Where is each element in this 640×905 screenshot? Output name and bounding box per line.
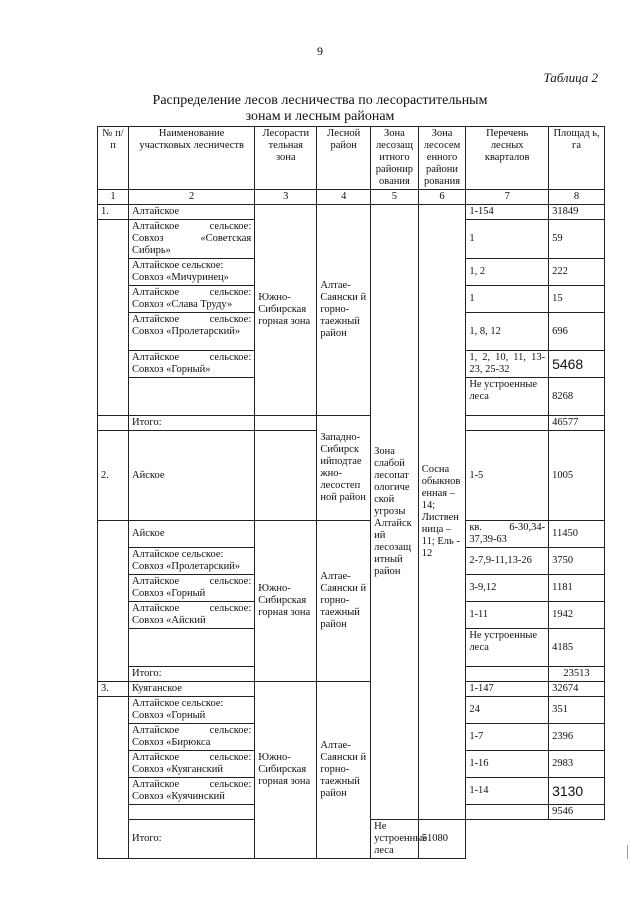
quarters: Не устроенные леса — [466, 378, 549, 416]
area: 9546 — [549, 805, 605, 820]
area: 3130 — [549, 778, 605, 805]
forest-zone: Южно-Сибирская горная зона — [255, 205, 317, 416]
forestry-name: Алтайское сельское: Совхоз «Советская Сибирь» — [129, 220, 255, 259]
table-row — [98, 521, 605, 548]
header-area: Площад ь, га — [549, 127, 605, 190]
quarters: 1-16 — [466, 751, 549, 778]
area: 222 — [549, 259, 605, 286]
page-number: 9 — [317, 44, 323, 58]
col-number: 4 — [317, 190, 371, 205]
area: 11450 — [549, 521, 605, 548]
quarters: 1-14 — [466, 778, 549, 805]
row-number: 3. — [98, 682, 129, 697]
forestry-name — [129, 629, 255, 667]
col-number: 3 — [255, 190, 317, 205]
forestry-name: Алтайское сельское: Совхоз «Айский — [129, 602, 255, 629]
quarters: 1-154 — [466, 205, 549, 220]
quarters: 1 — [466, 220, 549, 259]
edge-mark — [627, 845, 634, 859]
header-num: № п/п — [98, 127, 129, 190]
header-name: Наименование участковых лесничеств — [129, 127, 255, 190]
quarters: 1, 2 — [466, 259, 549, 286]
header-district: Лесной район — [317, 127, 371, 190]
area: 15 — [549, 286, 605, 313]
quarters: кв. 6-30,34-37,39-63 — [466, 521, 549, 548]
total-area: 46577 — [549, 416, 605, 431]
total-label: Итого: — [129, 667, 255, 682]
header-seed-zone: Зона лесосем енного райони рования — [418, 127, 466, 190]
total-label: Итого: — [129, 820, 255, 859]
header-zone: Лесорасти тельная зона — [255, 127, 317, 190]
area: 5468 — [549, 351, 605, 378]
col-number: 5 — [371, 190, 419, 205]
forestry-name: Алтайское сельское: Совхоз «Пролетарский» — [129, 313, 255, 351]
row-number: 2. — [98, 431, 129, 521]
area: 32674 — [549, 682, 605, 697]
title-line-2: зонам и лесным районам — [245, 109, 395, 124]
area: 8268 — [549, 378, 605, 416]
forest-district: Алтае-Саянски й горно-таежный район — [317, 521, 371, 682]
area: 696 — [549, 313, 605, 351]
forestry-name: Алтайское сельское: Совхоз «Горный — [129, 575, 255, 602]
quarters: 1, 2, 10, 11, 13-23, 25-32 — [466, 351, 549, 378]
total-area: 23513 — [549, 667, 605, 682]
quarters: 1 — [466, 286, 549, 313]
quarters — [466, 416, 549, 431]
area: 351 — [549, 697, 605, 724]
area: 4185 — [549, 629, 605, 667]
quarters — [466, 667, 549, 682]
quarters — [466, 805, 549, 820]
forest-district: Алтае-Саянски й горно-таежный район — [317, 682, 371, 859]
col-number: 8 — [549, 190, 605, 205]
quarters: 1-147 — [466, 682, 549, 697]
col-number: 6 — [418, 190, 466, 205]
area: 1005 — [549, 431, 605, 521]
row-number: 1. — [98, 205, 129, 220]
total-row — [98, 416, 605, 431]
forestry-name: Алтайское сельское: Совхоз «Пролетарский» — [129, 548, 255, 575]
area: 1942 — [549, 602, 605, 629]
forest-district: Западно-Сибирск ийподтае жно-лесостеп ной район — [317, 416, 371, 521]
protect-zone: Зона слабой лесопат ологиче ской угрозы Алтайск ий лесозащ итный район — [371, 205, 419, 820]
quarters: 1-5 — [466, 431, 549, 521]
quarters: 3-9,12 — [466, 575, 549, 602]
forest-district: Алтае-Саянски й горно-таежный район — [317, 205, 371, 416]
quarters: 1-7 — [466, 724, 549, 751]
quarters: 2-7,9-11,13-26 — [466, 548, 549, 575]
title-line-1: Распределение лесов лесничества по лесорастительным — [152, 93, 488, 108]
total-label: Итого: — [129, 416, 255, 431]
area: 31849 — [549, 205, 605, 220]
forestry-name — [129, 378, 255, 416]
header-row — [98, 127, 605, 190]
empty-cell — [255, 416, 317, 431]
area: 2983 — [549, 751, 605, 778]
col-number: 2 — [129, 190, 255, 205]
total-area: 51080 — [418, 820, 466, 859]
area: 3750 — [549, 548, 605, 575]
forestry-name: Куяганское — [129, 682, 255, 697]
quarters: 24 — [466, 697, 549, 724]
quarters: Не устроенные леса — [466, 629, 549, 667]
col-number: 1 — [98, 190, 129, 205]
forestry-name: Алтайское сельское: Совхоз «Горный — [129, 697, 255, 724]
quarters: 1, 8, 12 — [466, 313, 549, 351]
forestry-name: Алтайское сельское: Совхоз «Горный» — [129, 351, 255, 378]
forestry-name: Алтайское сельское: Совхоз «Куяганский — [129, 751, 255, 778]
forestry-name: Алтайское сельское: Совхоз «Бирюкса — [129, 724, 255, 751]
row-number — [98, 697, 129, 859]
forestry-name — [129, 805, 255, 820]
table-label: Таблица 2 — [543, 70, 598, 85]
row-number — [98, 220, 129, 416]
header-protect-zone: Зона лесозащ итного районир ования — [371, 127, 419, 190]
col-number: 7 — [466, 190, 549, 205]
forest-zone: Южно-Сибирская горная зона — [255, 521, 317, 682]
forestry-name: Айское — [129, 431, 255, 521]
forestry-name: Алтайское сельское: Совхоз «Слава Труду» — [129, 286, 255, 313]
table-row — [98, 205, 605, 220]
forest-zone: Южно-Сибирская горная зона — [255, 682, 317, 859]
area: 2396 — [549, 724, 605, 751]
forestry-name: Алтайское сельское: Совхоз «Куячинский — [129, 778, 255, 805]
header-quarters: Перечень лесных кварталов — [466, 127, 549, 190]
table-row — [98, 682, 605, 697]
column-number-row — [98, 190, 605, 205]
area: 1181 — [549, 575, 605, 602]
row-number — [98, 521, 129, 682]
empty-cell — [255, 431, 317, 521]
table-title — [0, 93, 640, 125]
forestry-name: Айское — [129, 521, 255, 548]
seed-zone: Сосна обыкнов енная – 14; Листвен ница – 11; Ель - 12 — [418, 205, 466, 820]
forest-distribution-table — [97, 126, 605, 859]
quarters: 1-11 — [466, 602, 549, 629]
forestry-name: Алтайское сельское: Совхоз «Мичуринец» — [129, 259, 255, 286]
row-number — [98, 416, 129, 431]
quarters: Не устроенные леса — [371, 820, 419, 859]
area: 59 — [549, 220, 605, 259]
forestry-name: Алтайское — [129, 205, 255, 220]
